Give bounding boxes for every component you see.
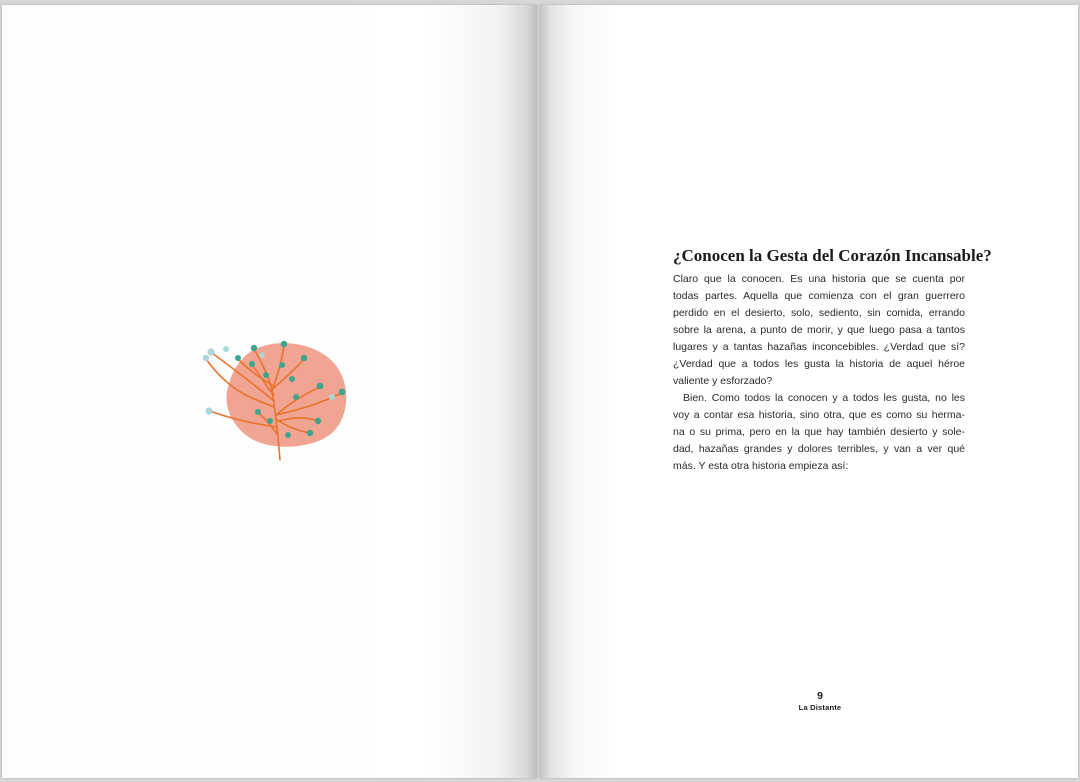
right-page — [540, 5, 1078, 778]
text-line: voy a contar esa historia, sino otra, que es como su herma- — [673, 409, 965, 421]
chapter-text-block — [673, 245, 992, 475]
running-foot: La Distante — [798, 703, 842, 712]
text-line: todas partes. Aquella que comienza con el gran guerrero — [673, 290, 965, 302]
coral-branch-illustration-icon — [192, 335, 357, 465]
text-line: dad, hazañas grandes y dolores terribles, y van a ver qué — [673, 443, 965, 455]
paragraph-1 — [673, 271, 965, 390]
text-line: Claro que la conocen. Es una historia que se cuenta por — [673, 273, 965, 285]
page-number: 9 — [817, 690, 823, 702]
text-line: na o su prima, pero en la que hay también desierto y sole- — [673, 426, 965, 438]
text-line: lugares y a tantas hazañas inconcebibles. ¿Verdad que sí? — [673, 341, 965, 353]
illustration-svg — [192, 335, 357, 465]
left-page — [2, 5, 537, 778]
text-line: perdido en el desierto, solo, sediento, sin comida, errando — [673, 307, 965, 319]
text-line: Bien. Como todos la conocen y a todos les gusta, no les — [683, 392, 965, 404]
text-line: más. Y esta otra historia empieza así: — [673, 460, 849, 472]
paragraph-2 — [673, 390, 965, 475]
text-line: sobre la arena, a punto de morir, y que luego pasa a tantos — [673, 324, 965, 336]
text-line: ¿Verdad que a todos les gusta la historia de aquel héroe — [673, 358, 965, 370]
page-folio — [760, 689, 880, 713]
chapter-title: ¿Conocen la Gesta del Corazón Incansable? — [673, 246, 992, 265]
text-line: valiente y esforzado? — [673, 375, 773, 387]
